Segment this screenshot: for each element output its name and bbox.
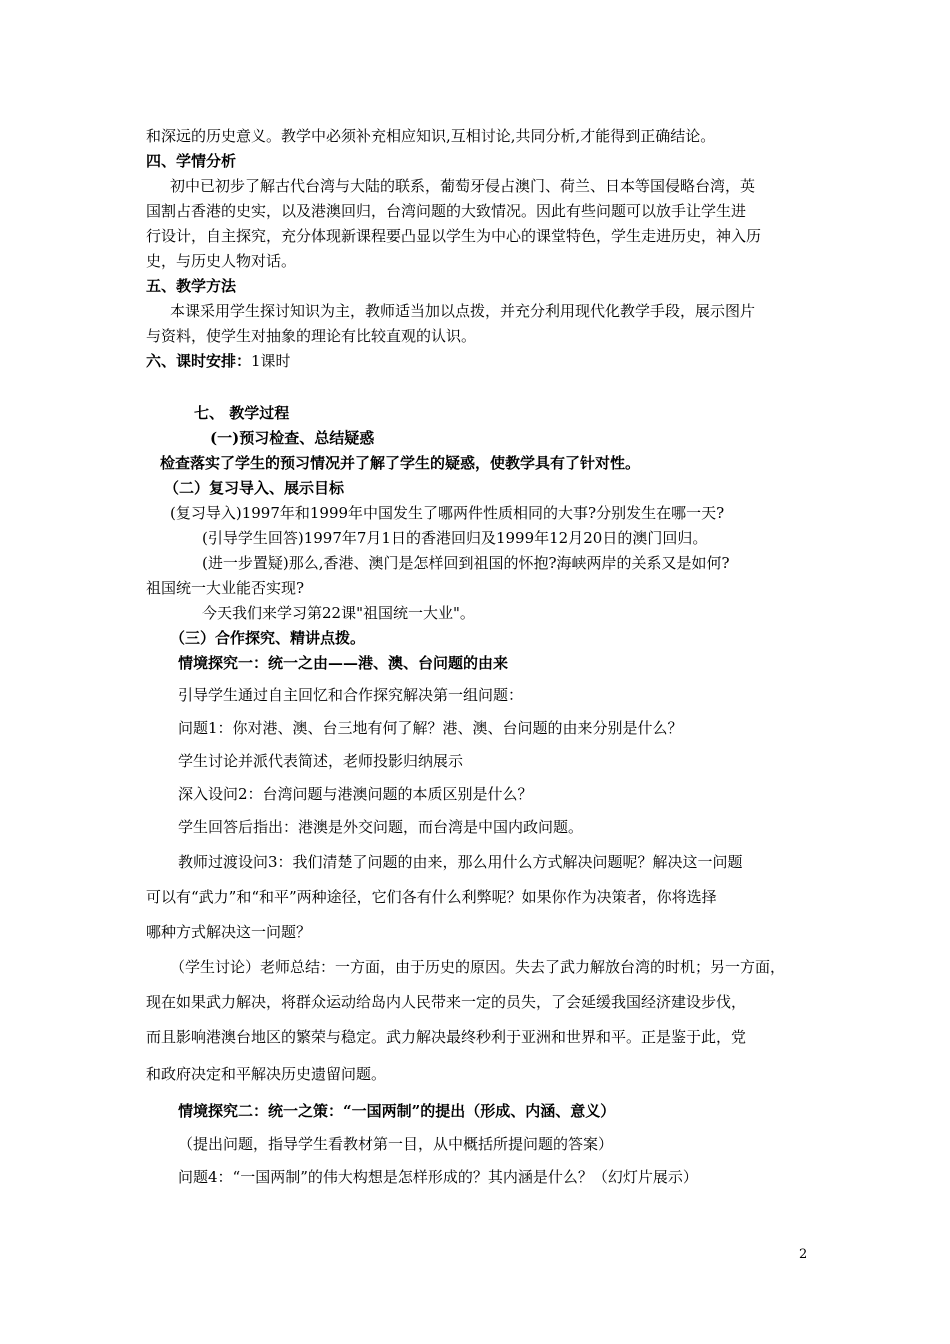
page-number: 2 [799,1247,808,1262]
text-line: 和深远的历史意义。教学中必须补充相应知识,互相讨论,共同分析,才能得到正确结论。 [146,127,716,145]
text-line: 与资料，使学生对抽象的理论有比较直观的认识。 [146,327,477,345]
text-line: 教师过渡设问3：我们清楚了问题的由来，那么用什么方式解决问题呢？解决这一问题 [178,853,743,871]
text-line: 学生回答后指出：港澳是外交问题，而台湾是中国内政问题。 [178,818,584,836]
subsection-heading-3: （三）合作探究、精讲点拨。 [170,629,366,647]
text-line: 和政府决定和平解决历史遗留问题。 [146,1065,387,1083]
text-line: 引导学生通过自主回忆和合作探究解决第一组问题： [178,686,524,704]
text-line: (复习导入)1997年和1999年中国发生了哪两件性质相同的大事?分别发生在哪一天? [170,504,725,522]
text-line: 可以有“武力”和“和平”两种途径，它们各有什么利弊呢？如果你作为决策者，你将选择 [146,888,717,906]
subsection-heading-1: (一)预习检查、总结疑惑 [210,429,375,447]
text-line: 哪种方式解决这一问题？ [146,923,312,941]
lesson-count: 1课时 [251,352,291,370]
text-line: 深入设问2：台湾问题与港澳问题的本质区别是什么？ [178,785,533,803]
text-line: 今天我们来学习第22课"祖国统一大业"。 [202,604,475,622]
text-line: 而且影响港澳台地区的繁荣与稳定。武力解决最终秒利于亚洲和世界和平。正是鉴于此，党 [146,1028,747,1046]
section-heading-6 [146,350,291,372]
text-line: （提出问题，指导学生看教材第一目，从中概括所提问题的答案） [178,1135,614,1153]
text-line: 检查落实了学生的预习情况并了解了学生的疑惑，使教学具有了针对性。 [160,454,641,472]
section-heading-5: 五、教学方法 [146,277,237,295]
subsection-heading-2: （二）复习导入、展示目标 [164,479,345,497]
text-line: 本课采用学生探讨知识为主，教师适当加以点拨，并充分利用现代化教学手段，展示图片 [170,302,756,320]
text-line: 问题1：你对港、澳、台三地有何了解？港、澳、台问题的由来分别是什么？ [178,719,683,737]
text-line: 行设计，自主探究，充分体现新课程要凸显以学生为中心的课堂特色，学生走进历史，神入历 [146,227,762,245]
section-heading-4: 四、学情分析 [146,152,237,170]
text-line: 史，与历史人物对话。 [146,252,297,270]
text-line: 问题4：“一国两制”的伟大构想是怎样形成的？其内涵是什么？（幻灯片展示） [178,1168,698,1186]
text-line: 学生讨论并派代表简述，老师投影归纳展示 [178,752,464,770]
section-heading-6-label: 六、课时安排： [146,352,252,370]
text-line: 祖国统一大业能否实现? [146,579,305,597]
text-line: 初中已初步了解古代台湾与大陆的联系，葡萄牙侵占澳门、荷兰、日本等国侵略台湾，英 [170,177,756,195]
text-line: （学生讨论）老师总结：一方面，由于历史的原因。失去了武力解放台湾的时机；另一方面， [170,958,786,976]
text-line: 国割占香港的史实，以及港澳回归，台湾问题的大致情况。因此有些问题可以放手让学生进 [146,202,747,220]
scenario-heading-2: 情境探究二：统一之策：“一国两制”的提出（形成、内涵、意义） [178,1102,616,1120]
text-line: (进一步置疑)那么,香港、澳门是怎样回到祖国的怀抱?海峡两岸的关系又是如何? [202,554,730,572]
text-line: (引导学生回答)1997年7月1日的香港回归及1999年12月20日的澳门回归。 [202,529,708,547]
text-line: 现在如果武力解决，将群众运动给岛内人民带来一定的员失，了会延缓我国经济建设步伐， [146,993,747,1011]
section-heading-7: 七、 教学过程 [194,404,290,422]
scenario-heading-1: 情境探究一：统一之由——港、澳、台问题的由来 [178,654,509,672]
